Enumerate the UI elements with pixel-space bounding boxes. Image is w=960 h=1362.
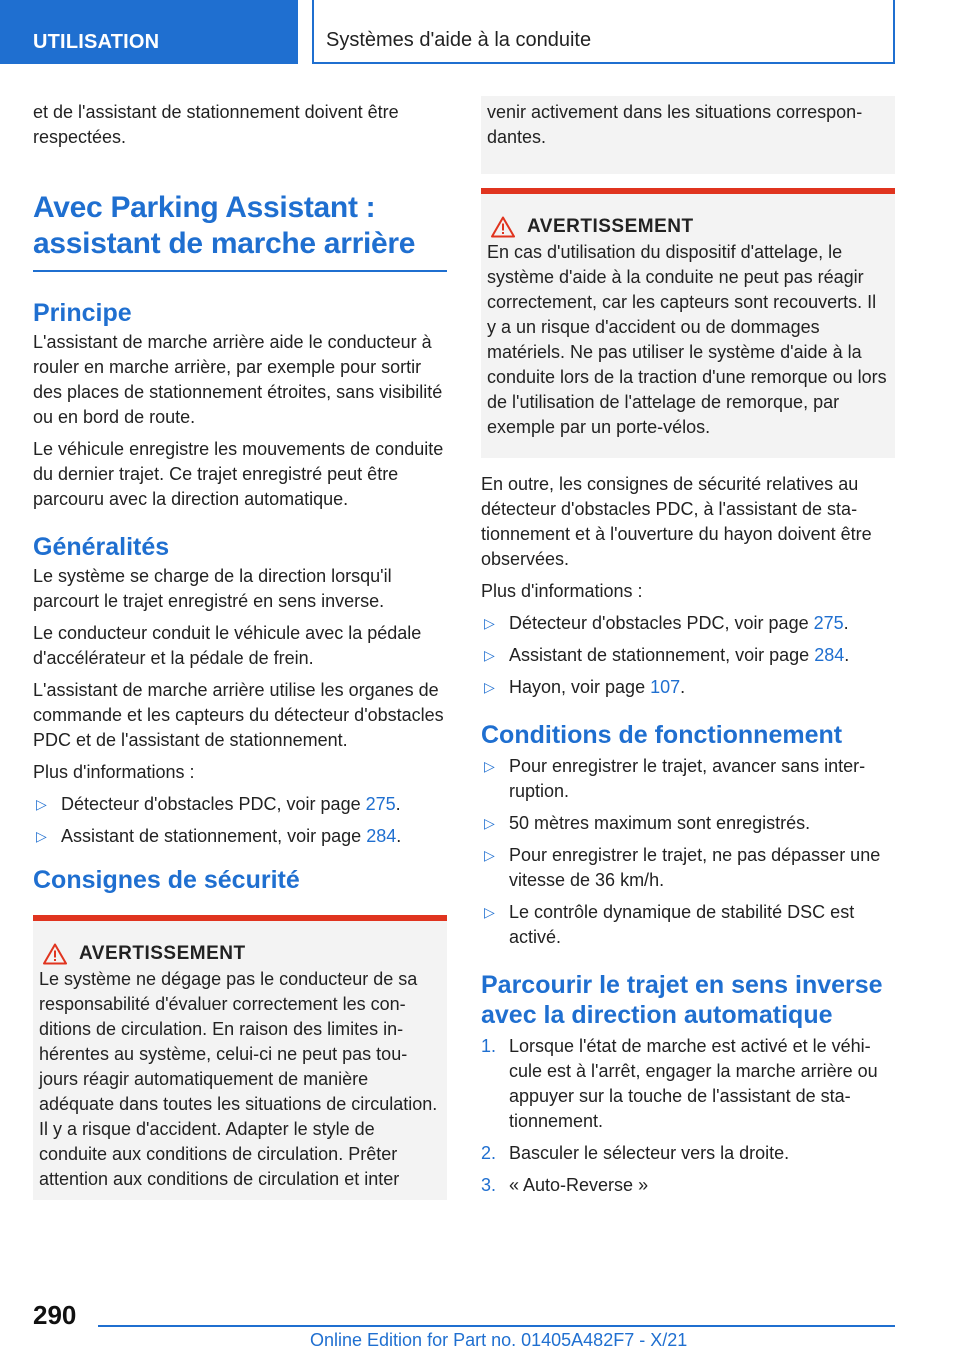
triangle-right-icon: ▷ bbox=[484, 647, 495, 663]
steps-list bbox=[481, 1034, 895, 1198]
warning-triangle-icon bbox=[43, 943, 67, 965]
warning-box bbox=[481, 188, 895, 458]
triangle-right-icon: ▷ bbox=[36, 796, 47, 812]
right-column bbox=[481, 100, 895, 1205]
main-title: Avec Parking Assistant : assistant de marche arrière bbox=[33, 190, 447, 272]
securite-link-list bbox=[481, 611, 895, 700]
footer-edition: Online Edition for Part no. 01405A482F7 - X/21 bbox=[310, 1330, 688, 1350]
page-link[interactable]: 284 bbox=[366, 826, 397, 846]
warning-label: AVERTISSEMENT bbox=[527, 216, 694, 237]
principe-paragraph-2: Le véhicule enregistre les mouvements de conduite du dernier trajet. Ce trajet enregistré peut être parcouru avec la direction automatique. bbox=[33, 439, 444, 509]
page-header-title: Systèmes d'aide à la conduite bbox=[312, 0, 895, 64]
warning-header bbox=[39, 943, 439, 965]
triangle-right-icon: ▷ bbox=[484, 815, 495, 831]
section-tab: UTILISATION bbox=[0, 0, 298, 64]
list-item: ▷ Détecteur d'obstacles PDC, voir page 275. bbox=[481, 611, 895, 636]
intro-paragraph: et de l'assistant de stationnement doivent être respectées. bbox=[33, 102, 399, 147]
warning-text: En cas d'utilisation du dispositif d'attelage, le système d'aide à la conduite ne peut pas réagir correctement, car les capteurs sont recouverts. Il y a un risque d'accident ou de dommages matériels. Ne pas utiliser le système d'aide à la conduite lors de la traction d'une remorque ou lors de l'utilisation de l'attelage de remorque, par exemple par un porte-vélos. bbox=[487, 242, 887, 437]
triangle-right-icon: ▷ bbox=[36, 828, 47, 844]
page-link[interactable]: 275 bbox=[813, 613, 844, 633]
list-item: ▷ Pour enregistrer le trajet, ne pas dépasser une vitesse de 36 km/h. bbox=[484, 845, 881, 890]
triangle-right-icon: ▷ bbox=[484, 904, 495, 920]
page-link[interactable]: 284 bbox=[814, 645, 845, 665]
left-column bbox=[33, 100, 447, 1200]
parcourir-heading: Parcourir le trajet en sens inverse avec la direction automatique bbox=[481, 971, 883, 1029]
more-info-label: Plus d'informations : bbox=[33, 762, 195, 782]
page-number: 290 bbox=[33, 1300, 77, 1330]
warning-box-continued bbox=[481, 96, 895, 174]
step-number: 1. bbox=[481, 1036, 497, 1056]
warning-triangle-icon bbox=[491, 216, 515, 238]
list-item: 2. Basculer le sélecteur vers la droite. bbox=[481, 1141, 895, 1166]
triangle-right-icon: ▷ bbox=[484, 679, 495, 695]
generalites-link-list bbox=[33, 792, 447, 849]
triangle-right-icon: ▷ bbox=[484, 758, 495, 774]
page-link[interactable]: 275 bbox=[365, 794, 396, 814]
warning-header bbox=[487, 216, 887, 238]
step-number: 2. bbox=[481, 1143, 497, 1163]
generalites-heading: Généralités bbox=[33, 533, 170, 561]
securite-paragraph: En outre, les consignes de sécurité relatives au détecteur d'obstacles PDC, à l'assistant de stationnement et à l'ouverture du hayon doivent être observées. bbox=[481, 474, 872, 569]
principe-paragraph-1: L'assistant de marche arrière aide le conducteur à rouler en marche arrière, par exemple pour sortir des places de stationnement étroites, sans visibilité ou en bord de route. bbox=[33, 332, 443, 427]
page-link[interactable]: 107 bbox=[650, 677, 681, 697]
principe-heading: Principe bbox=[33, 299, 132, 327]
list-item: 1. Lorsque l'état de marche est activé et le véhicule est à l'arrêt, engager la marche arrière ou appuyer sur la touche de l'assistant de stationnement. bbox=[481, 1036, 878, 1131]
triangle-right-icon: ▷ bbox=[484, 847, 495, 863]
warning-text-continued: venir activement dans les situations correspondantes. bbox=[487, 102, 863, 147]
warning-box bbox=[33, 915, 447, 1200]
warning-text: Le système ne dégage pas le conducteur de sa responsabilité d'évaluer correctement les conditions de circulation. En raison des limites inhérentes au système, celui-ci ne peut pas toujours réagir automatiquement de manière adéquate dans toutes les situations de circulation. Il y a risque d'accident. Adapter le style de conduite aux conditions de circulation. Prêter attention aux conditions de circulation et inter bbox=[39, 969, 438, 1189]
conditions-heading: Conditions de fonctionnement bbox=[481, 721, 843, 749]
list-item: ▷ Pour enregistrer le trajet, avancer sans interruption. bbox=[484, 756, 866, 801]
warning-label: AVERTISSEMENT bbox=[79, 943, 246, 964]
triangle-right-icon: ▷ bbox=[484, 615, 495, 631]
generalites-paragraph-1: Le système se charge de la direction lorsqu'il parcourt le trajet enregistré en sens inverse. bbox=[33, 566, 392, 611]
list-item: ▷ Détecteur d'obstacles PDC, voir page 275. bbox=[33, 792, 447, 817]
list-item: 3. « Auto-Reverse » bbox=[481, 1173, 895, 1198]
list-item: ▷ Assistant de stationnement, voir page 284. bbox=[33, 824, 447, 849]
securite-heading: Consignes de sécurité bbox=[33, 866, 300, 894]
list-item: ▷ Assistant de stationnement, voir page 284. bbox=[481, 643, 895, 668]
more-info-label: Plus d'informations : bbox=[481, 581, 643, 601]
list-item: ▷ Le contrôle dynamique de stabilité DSC est activé. bbox=[484, 902, 855, 947]
step-number: 3. bbox=[481, 1175, 497, 1195]
list-item: ▷ Hayon, voir page 107. bbox=[481, 675, 895, 700]
footer-divider bbox=[98, 1325, 895, 1327]
list-item: ▷ 50 mètres maximum sont enregistrés. bbox=[481, 811, 895, 836]
conditions-list bbox=[481, 754, 895, 950]
generalites-paragraph-3: L'assistant de marche arrière utilise les organes de commande et les capteurs du détecteur d'obstacles PDC et de l'assistant de stationnement. bbox=[33, 680, 444, 750]
generalites-paragraph-2: Le conducteur conduit le véhicule avec la pédale d'accélérateur et la pédale de frein. bbox=[33, 623, 422, 668]
